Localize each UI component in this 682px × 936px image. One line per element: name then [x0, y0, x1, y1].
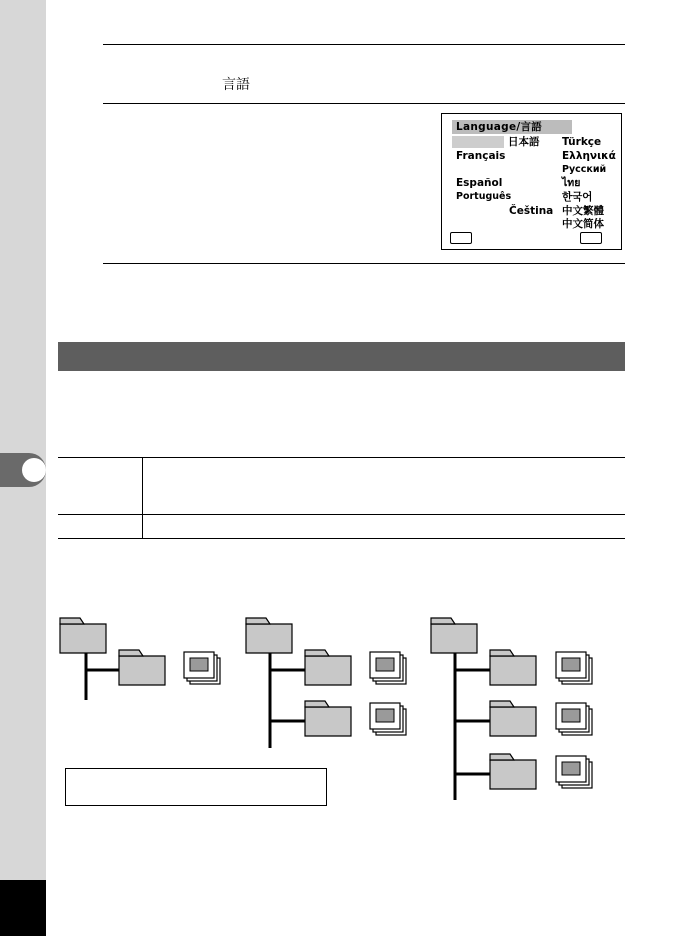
diagram-group-3 [431, 618, 592, 800]
folder-icon [305, 650, 351, 685]
language-item[interactable]: Türkçe [562, 136, 602, 148]
diagram-group-1 [60, 618, 220, 700]
image-stack-icon [370, 703, 406, 735]
image-stack-icon [184, 652, 220, 684]
folder-icon [431, 618, 477, 653]
language-item[interactable]: Русский [562, 164, 607, 175]
image-stack-icon [556, 756, 592, 788]
folder-icon [305, 701, 351, 736]
diagram-group-2 [246, 618, 406, 748]
folder-icon [490, 701, 536, 736]
language-item[interactable]: Ελληνικά [562, 150, 616, 162]
screen-title: Language/言語 [452, 120, 572, 134]
language-item[interactable]: ไทย [562, 177, 581, 189]
folder-icon [490, 754, 536, 789]
language-item[interactable]: 한국어 [562, 191, 593, 203]
language-item[interactable]: Português [456, 191, 512, 202]
language-item[interactable]: Čeština [509, 205, 554, 217]
language-item[interactable]: Español [456, 177, 503, 189]
language-item[interactable]: 日本語 [508, 136, 540, 148]
folder-icon [60, 618, 106, 653]
language-item[interactable]: 中文简体 [562, 218, 604, 230]
image-stack-icon [556, 652, 592, 684]
language-symbol: 言語 [222, 77, 250, 93]
language-item[interactable]: 中文繁體 [562, 205, 604, 217]
folder-icon [119, 650, 165, 685]
image-stack-icon [556, 703, 592, 735]
language-item[interactable]: Français [456, 150, 506, 162]
diagram-note-box [65, 768, 327, 806]
folder-icon [246, 618, 292, 653]
folder-icon [490, 650, 536, 685]
image-stack-icon [370, 652, 406, 684]
